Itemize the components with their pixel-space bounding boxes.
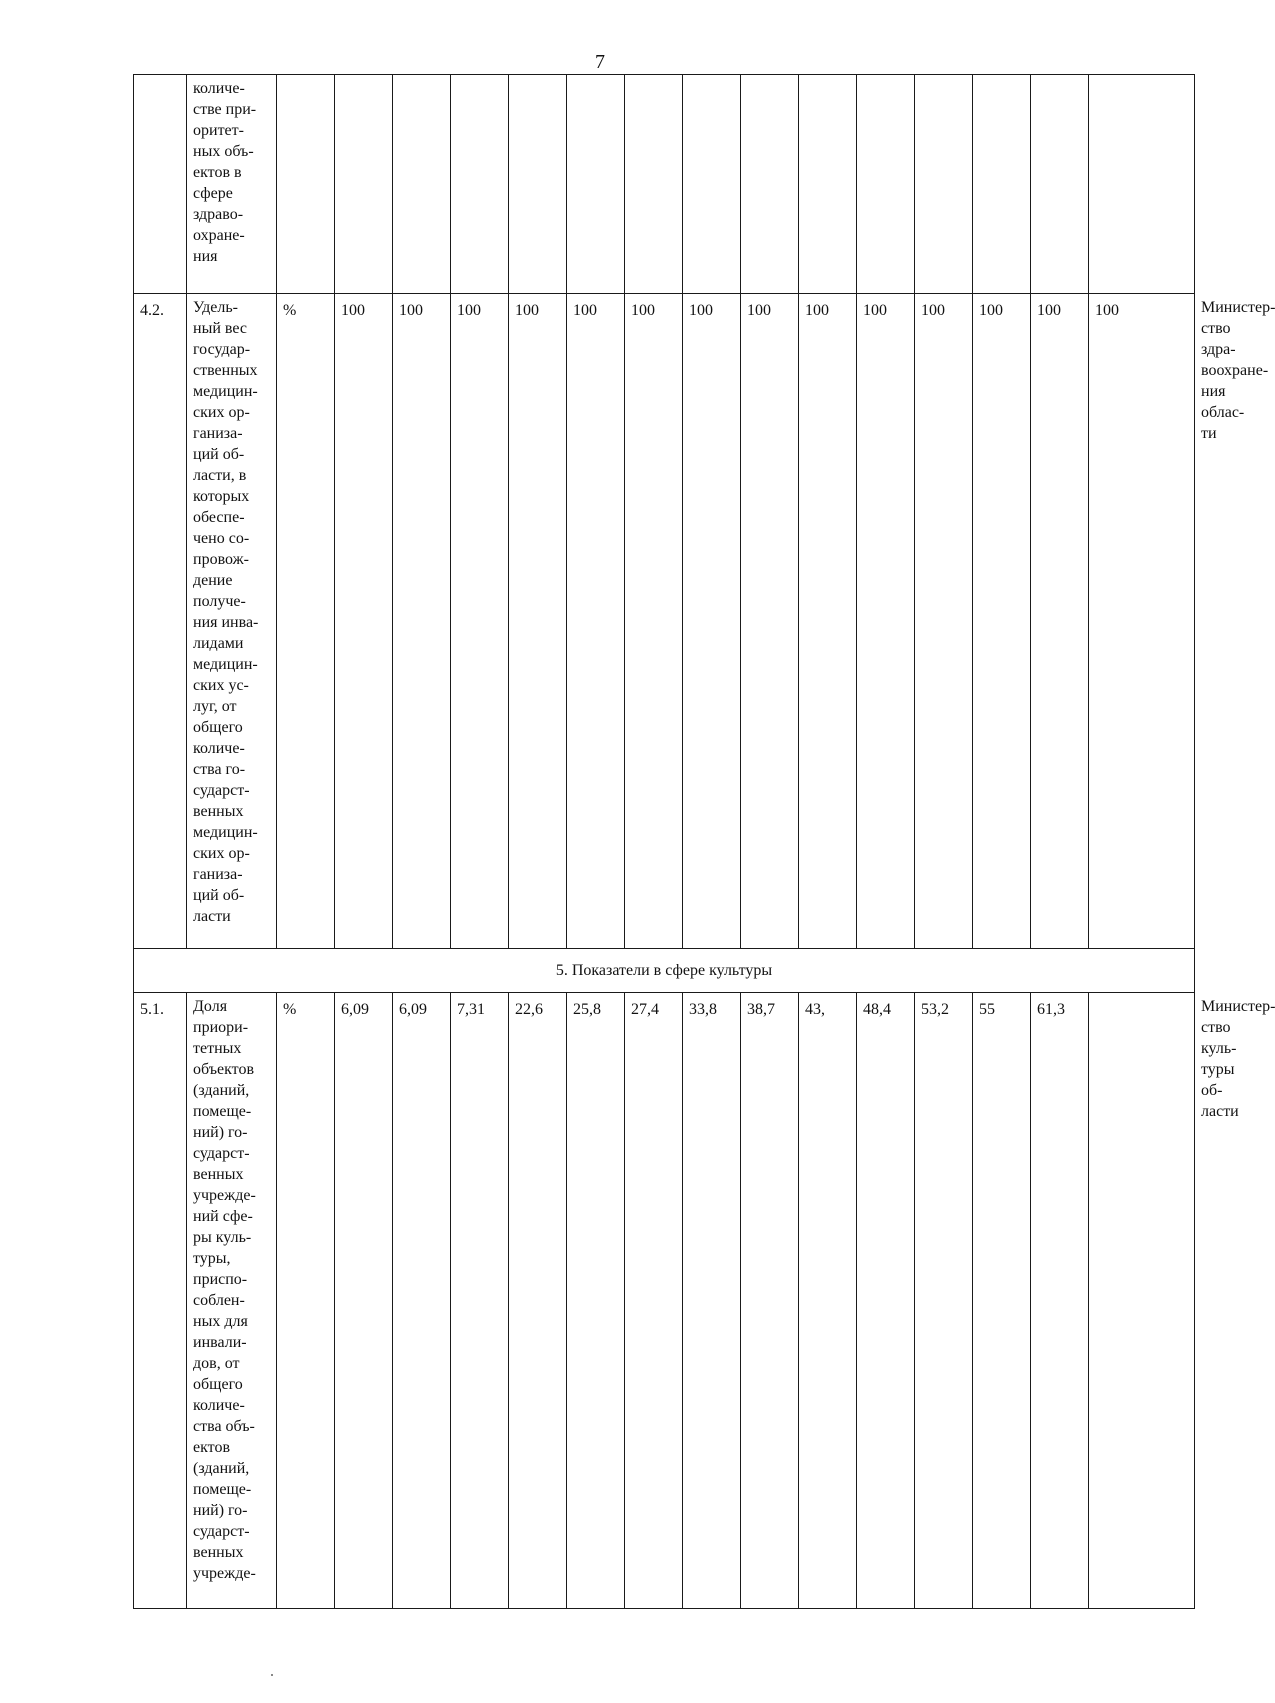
indicator-name-line: количе- <box>193 1397 245 1414</box>
value-cell: 22,6 <box>509 993 567 1609</box>
value-cell: 100 <box>857 294 915 949</box>
value-cell: 100 <box>509 294 567 949</box>
indicator-name-line: Удель- <box>193 299 238 316</box>
indicator-name-line: охране- <box>193 227 245 244</box>
value-cell <box>393 75 451 294</box>
value-cell: 100 <box>683 294 741 949</box>
indicator-name-line: ных для <box>193 1313 248 1330</box>
indicator-name-line: ектов <box>193 1439 230 1456</box>
value-cell: 53,2 <box>915 993 973 1609</box>
value-cell: 6,09 <box>393 993 451 1609</box>
scan-speck <box>271 1674 273 1676</box>
unit-cell: % <box>277 993 335 1609</box>
unit-cell: % <box>277 294 335 949</box>
indicator-name-line: приспо- <box>193 1271 248 1288</box>
row-number-cell <box>134 75 187 294</box>
indicator-name-line: ства го- <box>193 761 246 778</box>
value-cell: 100 <box>1089 294 1195 949</box>
indicator-name-line: тетных <box>193 1040 242 1057</box>
value-cell: 48,4 <box>857 993 915 1609</box>
value-cell: 7,31 <box>451 993 509 1609</box>
indicator-name-line: ций об- <box>193 446 245 463</box>
indicator-name-line: ния инва- <box>193 614 259 631</box>
value-cell <box>567 75 625 294</box>
indicator-name-line: венных <box>193 803 244 820</box>
section-header-row <box>134 949 1195 993</box>
value-cell: 27,4 <box>625 993 683 1609</box>
table-row-4-2: 4.2. Удель- ный вес государ- ственных медицин- ских ор- ганиза- ций об- ласти, в которых обеспе- чено со- провож- дение получе- ния инва- лидами медицин- ских ус- луг, от общего количе- ства го- сударст- венных медицин- ских ор- ганиза- ций об- ласти % 100 100 100 100 100 100 100 100 100 100 100 100 100 100 Министер- ство здра- воохране- ния облас- ти <box>134 294 1195 949</box>
value-cell <box>683 75 741 294</box>
value-cell <box>1089 993 1195 1609</box>
indicator-name-line: ганиза- <box>193 866 243 883</box>
table-row-5-1: 5.1. Доля приори- тетных объектов (зданий, помеще- ний) го- сударст- венных учрежде- ний сфе- ры куль- туры, приспо- соблен- ных для инвали- дов, от общего количе- ства объ- ектов (зданий, помеще- ний) го- сударст- венных учрежде- % 6,09 6,09 7,31 22,6 25,8 27,4 33,8 38,7 43, 48,4 53,2 55 61,3 Министер- ство куль- туры об- ласти <box>134 993 1195 1609</box>
indicator-name-line: инвали- <box>193 1334 247 1351</box>
indicator-name-cell <box>187 993 277 1609</box>
indicator-name-line: ганиза- <box>193 425 243 442</box>
unit-cell <box>277 75 335 294</box>
value-cell: 6,09 <box>335 993 393 1609</box>
indicator-name-line: ских ор- <box>193 404 250 421</box>
indicator-name-line: медицин- <box>193 824 258 841</box>
indicator-name-line: ний) го- <box>193 1502 248 1519</box>
value-cell: 33,8 <box>683 993 741 1609</box>
value-cell: 100 <box>393 294 451 949</box>
indicator-name-line: ласти, в <box>193 467 247 484</box>
indicator-name-line: медицин- <box>193 656 258 673</box>
indicator-name-line: венных <box>193 1544 244 1561</box>
indicator-name-line: ний сфе- <box>193 1208 253 1225</box>
value-cell: 100 <box>915 294 973 949</box>
value-cell: 100 <box>567 294 625 949</box>
indicator-name-line: количе- <box>193 740 245 757</box>
indicator-name-line: ласти <box>193 908 231 925</box>
value-cell: 100 <box>335 294 393 949</box>
indicator-name-line: учрежде- <box>193 1565 256 1582</box>
indicator-name-line: которых <box>193 488 250 505</box>
page-number: 7 <box>595 51 605 73</box>
indicator-name-cell <box>187 294 277 949</box>
value-cell <box>335 75 393 294</box>
value-cell: 55 <box>973 993 1031 1609</box>
indicator-name-line: луг, от <box>193 698 237 715</box>
value-cell <box>741 75 799 294</box>
indicator-name-line: ских ор- <box>193 845 250 862</box>
indicator-name-line: общего <box>193 719 243 736</box>
value-cell <box>451 75 509 294</box>
indicators-table <box>133 74 1275 1609</box>
indicator-name-line: дение <box>193 572 233 589</box>
table-row-continuation <box>134 75 1195 294</box>
indicator-name-line: сударст- <box>193 1145 250 1162</box>
indicator-name-line: дов, от <box>193 1355 240 1372</box>
value-cell <box>799 75 857 294</box>
value-cell <box>1089 75 1195 294</box>
indicator-name-line: лидами <box>193 635 244 652</box>
value-cell: 25,8 <box>567 993 625 1609</box>
indicator-name-line: (зданий, <box>193 1082 250 1099</box>
indicator-name-line: соблен- <box>193 1292 245 1309</box>
indicator-name-line: объектов <box>193 1061 255 1078</box>
indicator-name-line: ства объ- <box>193 1418 255 1435</box>
indicator-name-line: учрежде- <box>193 1187 256 1204</box>
indicator-name-line: получе- <box>193 593 246 610</box>
indicator-name-line: ний) го- <box>193 1124 248 1141</box>
indicator-name-line: ций об- <box>193 887 245 904</box>
value-cell <box>509 75 567 294</box>
value-cell <box>915 75 973 294</box>
value-cell: 100 <box>799 294 857 949</box>
row-number-cell: 4.2. <box>134 294 187 949</box>
indicator-name-line: сфере <box>193 185 233 202</box>
indicator-name-line: количе- <box>193 80 245 97</box>
value-cell: 61,3 <box>1031 993 1089 1609</box>
indicator-name-line: провож- <box>193 551 249 568</box>
indicator-name-line: приори- <box>193 1019 249 1036</box>
indicator-name-line: сударст- <box>193 782 250 799</box>
indicator-name-line: туры, <box>193 1250 231 1267</box>
indicator-name-line: помеще- <box>193 1481 252 1498</box>
indicator-name-cell <box>187 75 277 294</box>
indicator-name-line: стве при- <box>193 101 257 118</box>
section-header-culture: 5. Показатели в сфере культуры <box>134 949 1195 993</box>
indicator-name-line: здраво- <box>193 206 244 223</box>
indicator-name-line: ния <box>193 248 218 265</box>
value-cell: 38,7 <box>741 993 799 1609</box>
indicator-name-line: (зданий, <box>193 1460 250 1477</box>
indicator-name-line: ектов в <box>193 164 242 181</box>
indicator-name-line: Доля <box>193 998 228 1015</box>
indicator-name-line: ных объ- <box>193 143 254 160</box>
indicator-name-line: помеще- <box>193 1103 252 1120</box>
indicator-name-line: государ- <box>193 341 251 358</box>
value-cell: 43, <box>799 993 857 1609</box>
value-cell: 100 <box>741 294 799 949</box>
indicator-name-line: ских ус- <box>193 677 249 694</box>
indicator-name-line: обеспе- <box>193 509 245 526</box>
indicator-name-line: чено со- <box>193 530 250 547</box>
row-number-cell: 5.1. <box>134 993 187 1609</box>
indicator-name-line: медицин- <box>193 383 258 400</box>
value-cell <box>857 75 915 294</box>
value-cell: 100 <box>1031 294 1089 949</box>
indicator-name-line: сударст- <box>193 1523 250 1540</box>
indicator-name-line: общего <box>193 1376 243 1393</box>
value-cell: 100 <box>625 294 683 949</box>
indicator-name-line: оритет- <box>193 122 244 139</box>
value-cell <box>1031 75 1089 294</box>
value-cell <box>973 75 1031 294</box>
indicator-name-line: венных <box>193 1166 244 1183</box>
indicator-name-line: ный вес <box>193 320 247 337</box>
value-cell: 100 <box>973 294 1031 949</box>
indicator-name-line: ры куль- <box>193 1229 252 1246</box>
value-cell <box>625 75 683 294</box>
value-cell: 100 <box>451 294 509 949</box>
indicator-name-line: ственных <box>193 362 258 379</box>
